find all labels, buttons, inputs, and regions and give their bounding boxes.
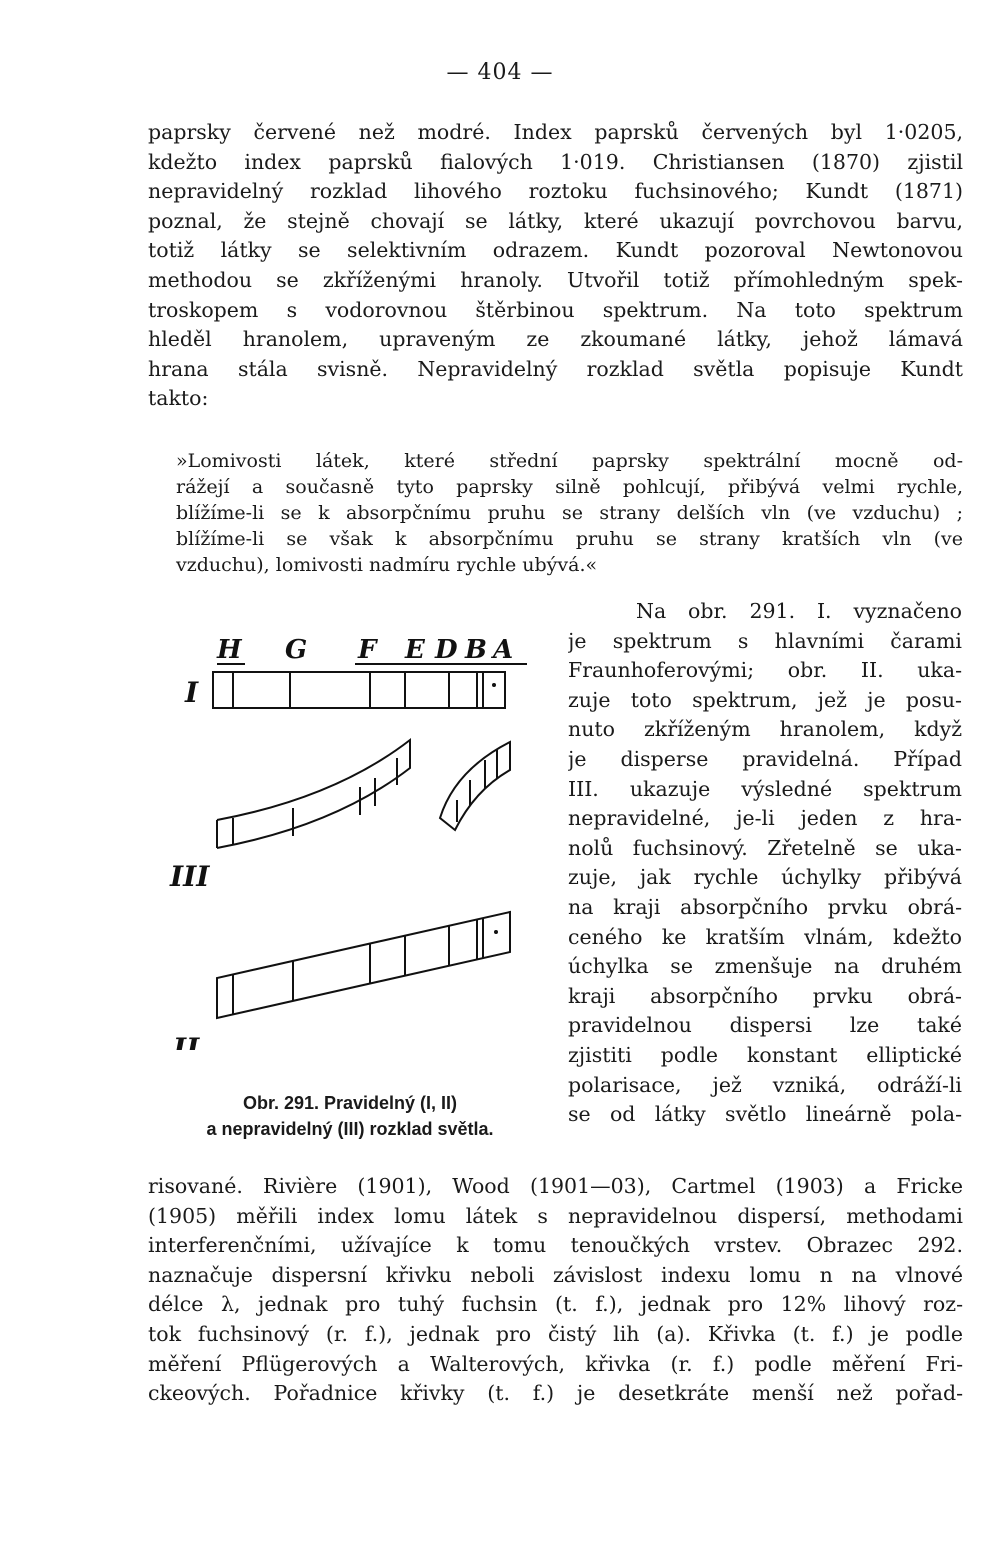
text-line: ckeových. Pořadnice křivky (t. f.) je desetkráte menší než pořad- bbox=[148, 1381, 963, 1406]
spectrum-diagram bbox=[165, 630, 545, 1050]
text-line: takto: bbox=[148, 386, 209, 411]
row-label-1: I bbox=[185, 676, 199, 709]
text-line: měření Pflügerových a Walterových, křivka (r. f.) podle měření Fri- bbox=[148, 1351, 963, 1376]
line-label-b: B bbox=[465, 635, 487, 665]
text-line: risované. Rivière (1901), Wood (1901—03), Cartmel (1903) a Fricke bbox=[148, 1174, 963, 1198]
line-label-d: D bbox=[435, 635, 458, 665]
right-column-text bbox=[568, 597, 962, 1130]
text-line: interferenčními, užívajíce k tomu tenoučkých vrstev. Obrazec 292. bbox=[148, 1233, 963, 1258]
quote-line: blížíme-li se k absorpčnímu pruhu se strany delších vln (ve vzduchu) ; bbox=[176, 502, 963, 524]
line-label-a: A bbox=[493, 635, 514, 665]
spectrum-i bbox=[213, 672, 505, 708]
text-line: zjistiti podle konstant elliptické bbox=[568, 1042, 962, 1067]
figure-caption bbox=[165, 1090, 535, 1142]
page-number: — 404 — bbox=[446, 60, 554, 85]
text-line: hleděl hranolem, upraveným ze zkoumané látky, jehož lámavá bbox=[148, 327, 963, 352]
row-label-3: III bbox=[170, 860, 210, 893]
text-line: Na obr. 291. I. vyznačeno bbox=[636, 599, 962, 623]
text-line: methodou se zkříženými hranoly. Utvořil totiž přímohledným spek- bbox=[148, 267, 963, 292]
text-line: ceného ke kratším vlnám, kdežto bbox=[568, 924, 962, 949]
text-line: nuto zkříženým hranolem, když bbox=[568, 717, 962, 742]
caption-line: a nepravidelný (III) rozklad světla. bbox=[206, 1119, 494, 1139]
line-label-g: G bbox=[285, 635, 308, 665]
text-line: je disperse pravidelná. Případ bbox=[568, 746, 962, 771]
text-line: paprsky červené než modré. Index paprsků červených byl 1·0205, bbox=[148, 120, 963, 144]
text-line: totiž látky se selektivním odrazem. Kundt pozoroval Newtonovou bbox=[148, 238, 963, 263]
caption-line: Obr. 291. Pravidelný (I, II) bbox=[242, 1093, 458, 1113]
quote-line: »Lomivosti látek, které střední paprsky spektrální mocně od- bbox=[176, 450, 963, 472]
line-label-f: F bbox=[358, 635, 377, 665]
line-label-e: E bbox=[405, 635, 425, 665]
text-line: nepravidelné, je-li jeden z hra- bbox=[568, 806, 962, 831]
text-line: délce λ, jednak pro tuhý fuchsin (t. f.), jednak pro 12% lihový roz- bbox=[148, 1292, 963, 1317]
text-line: (1905) měřili index lomu látek s nepravidelnou dispersí, methodami bbox=[148, 1203, 963, 1228]
spectrum-ii bbox=[217, 912, 510, 1018]
quote-line: vzduchu), lomivosti nadmíru rychle ubývá.« bbox=[176, 554, 598, 576]
paragraph-1 bbox=[148, 118, 963, 414]
text-line: troskopem s vodorovnou štěrbinou spektrum. Na toto spektrum bbox=[148, 297, 963, 322]
text-line: zuje, jak rychle úchylky přibývá bbox=[568, 865, 962, 890]
spectrum-figure bbox=[165, 630, 545, 1050]
text-line: kdežto index paprsků fialových 1·019. Christiansen (1870) zjistil bbox=[148, 149, 963, 174]
text-line: nepravidelný rozklad lihového roztoku fuchsinového; Kundt (1871) bbox=[148, 179, 963, 204]
spectrum-iii bbox=[217, 740, 510, 848]
quote-line: blížíme-li se však k absorpčnímu pruhu se strany kratších vln (ve bbox=[176, 528, 963, 550]
text-line: polarisace, jež vzniká, odráží-li bbox=[568, 1072, 962, 1097]
text-line: úchylka se zmenšuje na druhém bbox=[568, 954, 962, 979]
quote-block bbox=[176, 448, 963, 578]
text-line: zuje toto spektrum, jež je posu- bbox=[568, 687, 962, 712]
text-line: se od látky světlo lineárně pola- bbox=[568, 1102, 962, 1127]
text-line: je spektrum s hlavními čarami bbox=[568, 628, 962, 653]
text-line: na kraji absorpčního prvku obrá- bbox=[568, 894, 962, 919]
quote-line: rážejí a současně tyto paprsky silně pohlcují, přibývá velmi rychle, bbox=[176, 476, 963, 498]
text-line: Fraunhoferovými; obr. II. uka- bbox=[568, 658, 962, 683]
text-line: hrana stála svisně. Nepravidelný rozklad světla popisuje Kundt bbox=[148, 356, 963, 381]
text-line: nolů fuchsinový. Zřetelně se uka- bbox=[568, 835, 962, 860]
paragraph-2 bbox=[148, 1172, 963, 1409]
text-line: III. ukazuje výsledné spektrum bbox=[568, 776, 962, 801]
text-line: tok fuchsinový (r. f.), jednak pro čistý lih (a). Křivka (t. f.) je podle bbox=[148, 1321, 963, 1346]
text-line: pravidelnou dispersi lze také bbox=[568, 1013, 962, 1038]
text-line: poznal, že stejně chovají se látky, které ukazují povrchovou barvu, bbox=[148, 208, 963, 233]
text-line: kraji absorpčního prvku obrá- bbox=[568, 983, 962, 1008]
text-line: naznačuje dispersní křivku neboli závislost indexu lomu n na vlnové bbox=[148, 1262, 963, 1287]
row-label-2: II bbox=[173, 1032, 200, 1050]
line-label-h: H bbox=[217, 635, 242, 665]
